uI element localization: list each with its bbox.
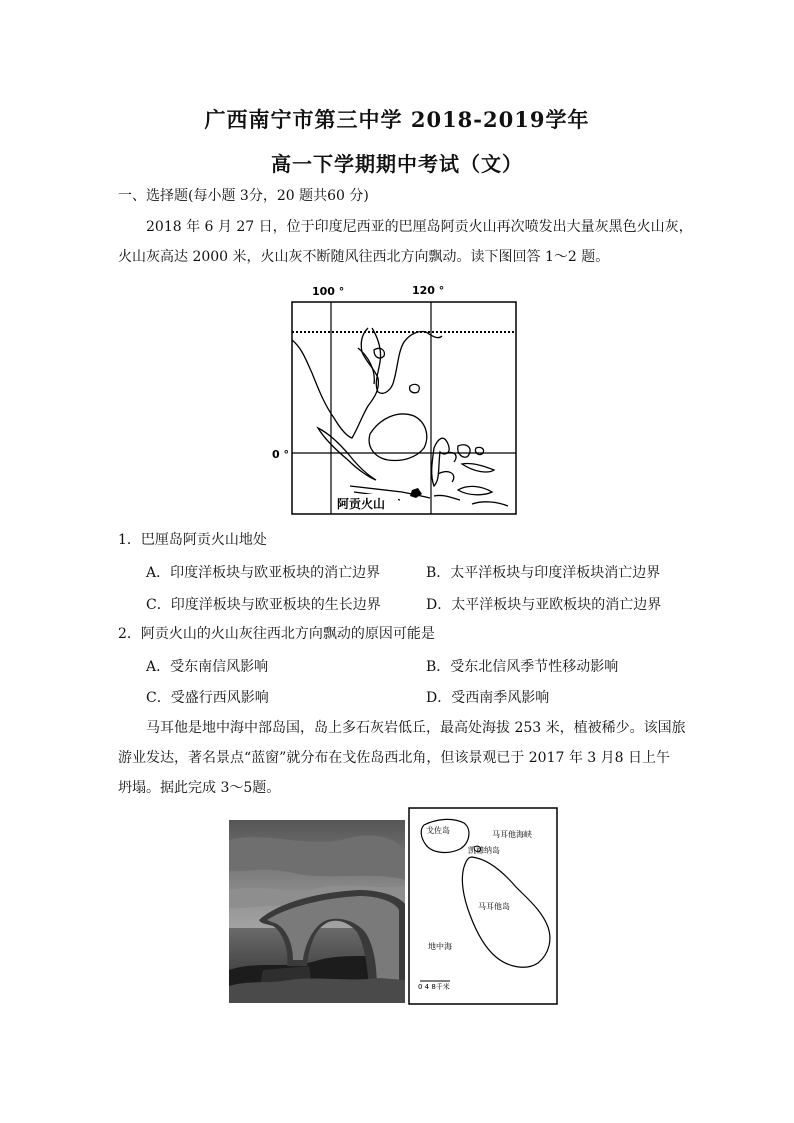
- q1-option-c: C．印度洋板块与欧亚板块的生长边界: [146, 597, 381, 613]
- q1-option-d: D．太平洋板块与亚欧板块的消亡边界: [426, 597, 662, 613]
- passage2-line1: 马耳他是地中海中部岛国，岛上多石灰岩低丘，最高处海拔 253 米，植被稀少。该国旅: [146, 720, 686, 736]
- lon-100-label: 100 °: [312, 285, 345, 298]
- q2-option-c: C．受盛行西风影响: [146, 690, 269, 706]
- q2-option-a: A．受东南信风影响: [146, 659, 269, 675]
- sea-label: 地中海: [428, 942, 452, 951]
- q2-option-b: B．受东北信风季节性移动影响: [426, 659, 619, 675]
- southeast-asia-map: [262, 278, 524, 518]
- gozo-island: [421, 819, 469, 852]
- q1-option-a: A．印度洋板块与欧亚板块的消亡边界: [146, 565, 381, 581]
- document-subtitle: 高一下学期期中考试（文）: [271, 152, 523, 176]
- malta-map: [408, 807, 558, 1005]
- section-heading: 一、选择题(每小题 3分，20 题共60 分): [118, 188, 369, 204]
- passage2-line3: 坍塌。据此完成 3～5题。: [118, 780, 281, 796]
- q2-option-d: D．受西南季风影响: [426, 690, 550, 706]
- q1-stem: 1．巴厘岛阿贡火山地处: [118, 532, 267, 548]
- q1-option-b: B．太平洋板块与印度洋板块消亡边界: [426, 565, 661, 581]
- lat-0-label: 0 °: [272, 448, 289, 461]
- passage1-line1: 2018 年 6 月 27 日，位于印度尼西亚的巴厘岛阿贡火山再次喷发出大量灰黑色火山灰，: [146, 219, 693, 235]
- scale-label: 0 4 8千米: [418, 983, 450, 991]
- malta-label: 马耳他岛: [478, 902, 510, 911]
- passage2-line2: 游业发达，著名景点“蓝窗”就分布在戈佐岛西北角，但该景观已于 2017 年 3 月8 日上午: [118, 750, 671, 766]
- map-frame: [292, 302, 516, 514]
- gozo-label: 戈佐岛: [426, 826, 450, 835]
- comino-label: 凯穆纳岛: [468, 846, 500, 855]
- volcano-label: 阿贡火山: [337, 497, 386, 511]
- lon-120-label: 120 °: [412, 284, 445, 297]
- document-title: 广西南宁市第三中学 2018-2019学年: [204, 107, 590, 132]
- q2-stem: 2．阿贡火山的火山灰往西北方向飘动的原因可能是: [118, 626, 435, 642]
- passage1-line2: 火山灰高达 2000 米，火山灰不断随风往西北方向飘动。读下图回答 1～2 题。: [118, 249, 610, 265]
- channel-label: 马耳他海峡: [492, 830, 532, 839]
- azure-window-photo: [229, 820, 405, 1003]
